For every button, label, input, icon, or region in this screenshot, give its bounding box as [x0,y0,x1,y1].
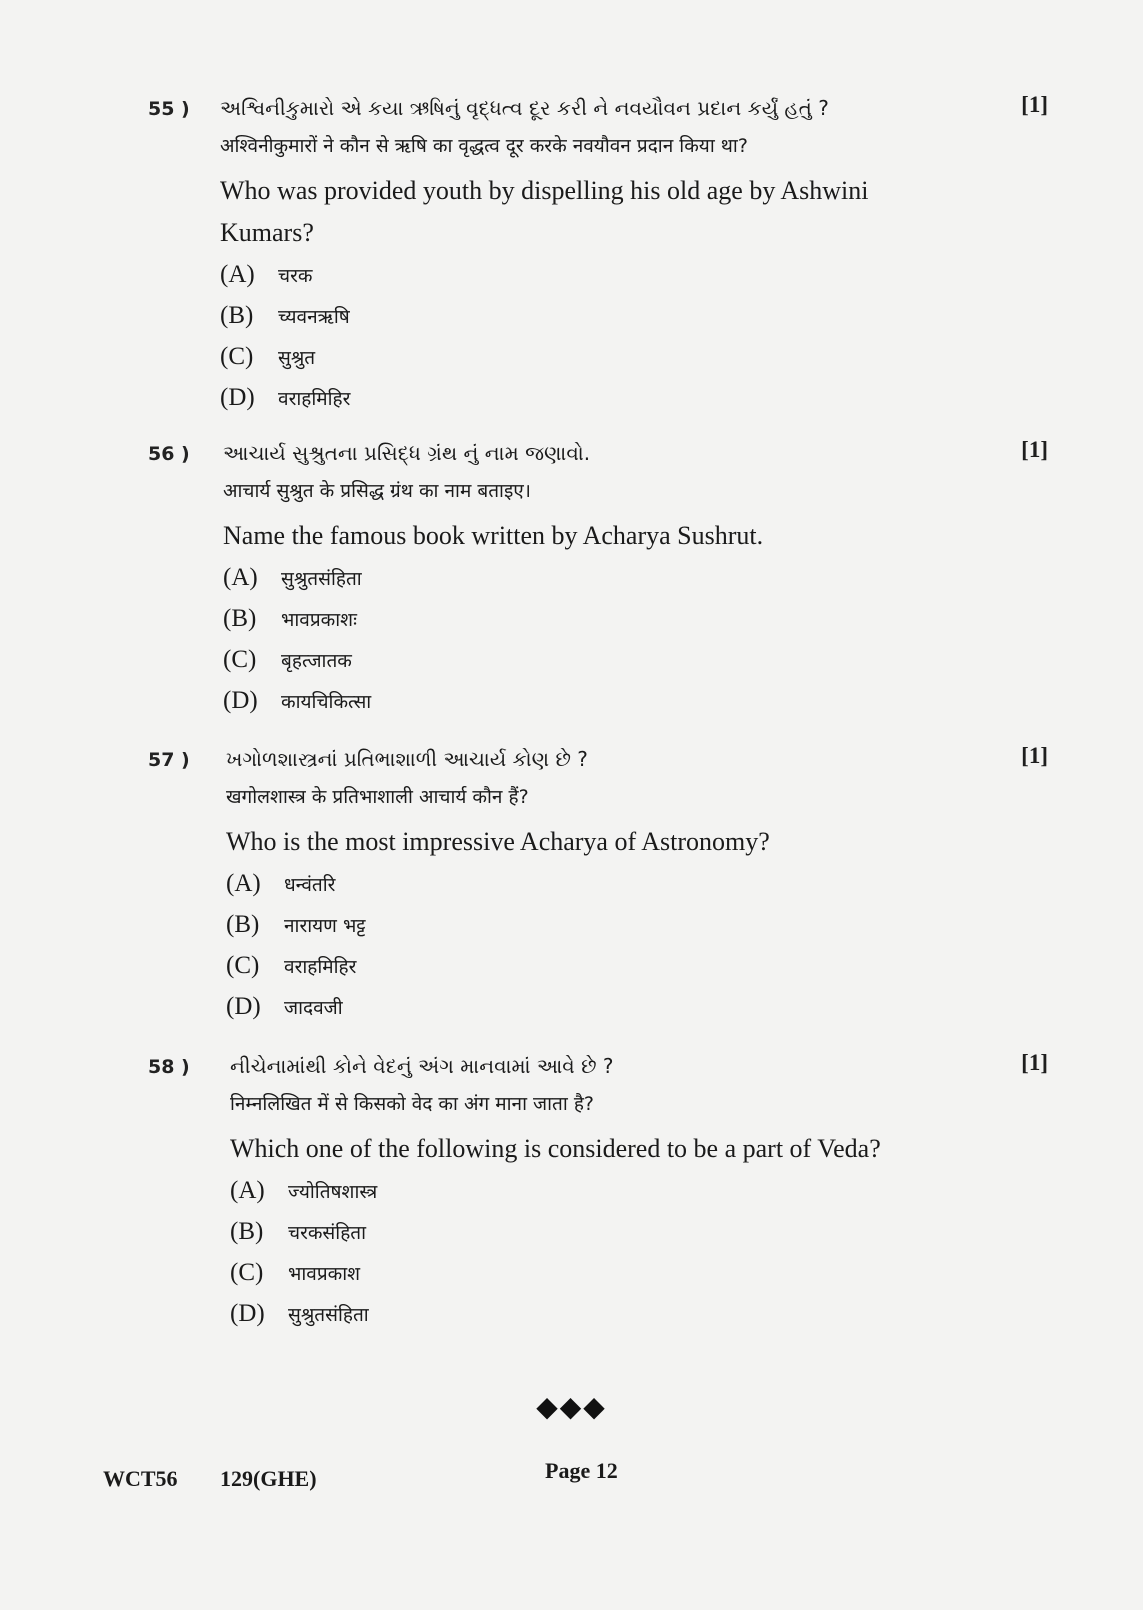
question-57 [148,743,1048,1033]
question-56 [148,437,1048,727]
option-d: (D) कायचिकित्सा [223,687,372,714]
question-text-english: Who is the most impressive Acharya of Astronomy? [226,827,770,856]
footer-series: WCT56 [103,1466,178,1491]
option-c: (C) वराहमिहिर [226,952,357,979]
question-text-gujarati: નીચેનામાંથી કોને વેદનું અંગ માનવામાં આવે છે ? [230,1054,614,1078]
option-c: (C) सुश्रुत [220,343,316,370]
question-58 [148,1050,1048,1380]
question-text-hindi: निम्नलिखित में से किसको वेद का अंग माना जाता है? [230,1093,595,1115]
option-b: (B) च्यवनऋषि [220,302,350,329]
question-text-gujarati: આચાર્ય સુશ્રુતના પ્રસિદ્ધ ગ્રંથ નું નામ જણાવો. [223,441,591,465]
question-text-english: Which one of the following is considered to be a part of Veda? [230,1134,881,1163]
question-marks: [1] [1021,437,1048,462]
question-number: 55 ) [148,98,190,120]
option-d: (D) सुश्रुतसंहिता [230,1300,369,1327]
question-marks: [1] [1021,1050,1048,1075]
question-text-gujarati: ખગોળશાસ્ત્રનાં પ્રતિભાશાળી આચાર્ય કોણ છે ? [226,747,588,771]
question-number: 56 ) [148,443,190,465]
question-number: 58 ) [148,1056,190,1078]
question-text-hindi: अश्विनीकुमारों ने कौन से ऋषि का वृद्धत्व दूर करके नवयौवन प्रदान किया था? [220,135,748,157]
option-a: (A) चरक [220,261,313,288]
question-marks: [1] [1021,92,1048,117]
question-text-english: Who was provided youth by dispelling his old age by Ashwini Kumars? [220,176,869,247]
option-b: (B) भावप्रकाशः [223,605,357,632]
option-b: (B) नारायण भट्ट [226,911,366,938]
question-text-english: Name the famous book written by Acharya Sushrut. [223,521,764,550]
question-text-hindi: आचार्य सुश्रुत के प्रसिद्ध ग्रंथ का नाम बताइए। [223,480,532,502]
option-d: (D) जादवजी [226,993,343,1020]
option-c: (C) बृहत्जातक [223,646,352,673]
option-a: (A) धन्वंतरि [226,870,336,897]
end-of-section-diamonds: ◆◆◆ [536,1390,607,1423]
page-number: Page 12 [545,1458,618,1483]
question-marks: [1] [1021,743,1048,768]
question-number: 57 ) [148,749,190,771]
footer-code: 129(GHE) [220,1466,317,1491]
option-c: (C) भावप्रकाश [230,1259,361,1286]
option-d: (D) वराहमिहिर [220,384,351,411]
question-text-hindi: खगोलशास्त्र के प्रतिभाशाली आचार्य कौन हैं? [226,786,529,808]
question-55 [148,92,1048,422]
option-a: (A) सुश्रुतसंहिता [223,564,362,591]
question-text-gujarati: અશ્વિનીકુમારો એ કયા ઋષિનું વૃદ્ધત્વ દૂર કરી ને નવયૌવન પ્રદાન કર્યું હતું ? [220,96,829,120]
option-a: (A) ज्योतिषशास्त्र [230,1177,378,1204]
option-b: (B) चरकसंहिता [230,1218,367,1245]
